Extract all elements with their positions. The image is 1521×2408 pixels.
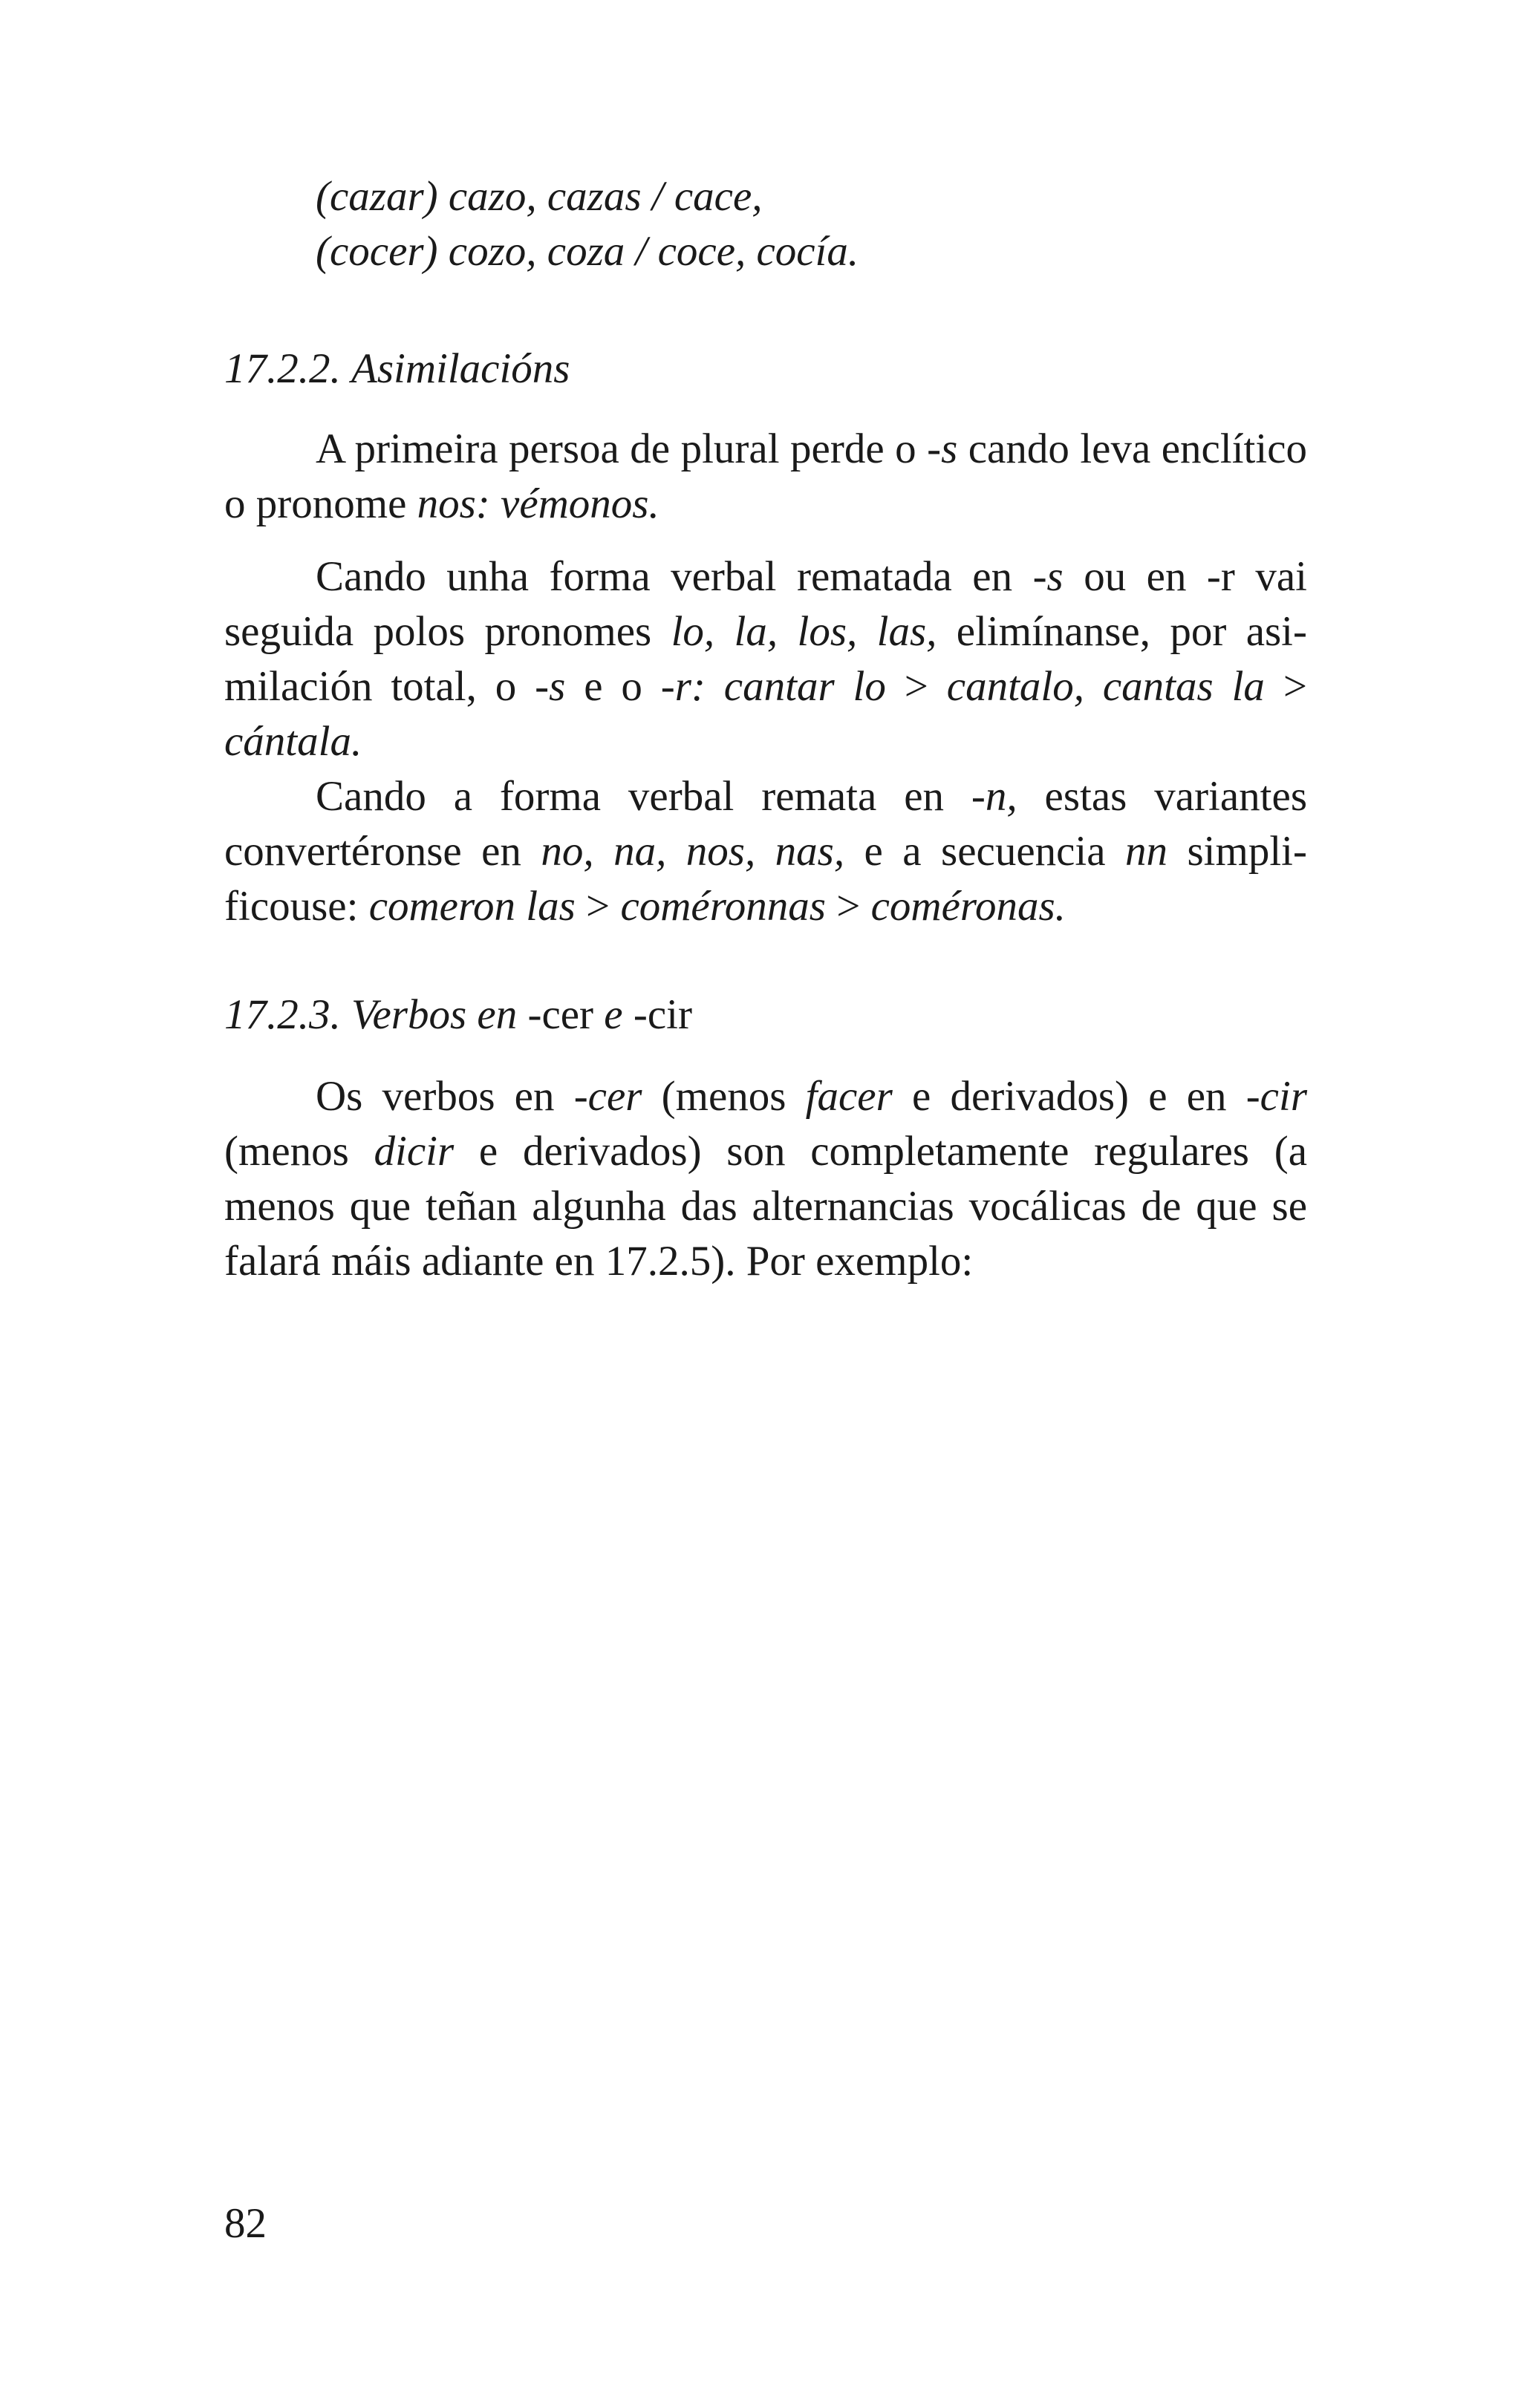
italic-run: comeron las [368,883,576,930]
italic-run: coméronnas [620,883,826,930]
section-number: 17.2.2. [224,345,341,392]
text-run: cando leva enclítico o pronome [224,425,1308,527]
paragraph-assimilation-n [224,769,1307,934]
text-run: > [1264,663,1307,710]
italic-run: -n, [971,773,1017,820]
italic-run: nn [1125,828,1168,875]
italic-run: -s [927,425,958,472]
italic-run: dicir [374,1128,455,1175]
italic-run: -s [1032,553,1064,600]
text-run: A primeira persoa de plural perde o [316,425,928,472]
text-run: > [575,883,621,930]
italic-run: coméronas. [870,883,1066,930]
section-title-suffix: -cir [633,991,692,1038]
text-run: simpli-ficouse: [224,828,1307,930]
text-run: elimínanse, por asi-milación total, o [224,608,1307,710]
example-line: (cocer) cozo, coza / coce, cocía. [316,228,859,275]
text-run: e o [565,663,661,710]
example-line: (cazar) cazo, cazas / cace, [316,173,763,220]
italic-run: facer [805,1073,893,1120]
text-run: > [885,663,947,710]
text-run: (menos [642,1073,806,1120]
section-heading-verbos-cer-cir [224,988,692,1043]
italic-run: no, na, nos, nas, [541,828,845,875]
section-title-suffix: -cer [527,991,594,1038]
page-number: 82 [224,2200,267,2247]
paragraph-plural-first-person [224,422,1307,532]
section-title-conjunction: e [604,991,623,1038]
italic-run: -r: cantar lo [660,663,886,710]
conjugation-examples [316,169,859,279]
section-heading-asimilacions [224,342,570,397]
italic-run: lo, la, los, las, [671,608,937,655]
section-number: 17.2.3. [224,991,341,1038]
text-run: e derivados) e en [892,1073,1246,1120]
italic-run: cántala. [224,718,362,765]
section-title: Asimilacións [351,345,570,392]
text-run: Cando unha forma verbal rematada en [316,553,1033,600]
italic-run: nos: vémonos. [417,480,659,527]
paragraph-assimilation-s-r [224,549,1307,769]
italic-run: -s [535,663,566,710]
italic-run: -cer [573,1073,642,1120]
text-run: Cando a forma verbal remata en [316,773,971,820]
text-run: e a secuencia [844,828,1126,875]
text-run: (menos [224,1128,374,1175]
text-run: e derivados) son completamente regulares (a menos que teñan algunha das alternancias vocálicas de que se falará máis adiante en 17.2.5). Por exemplo: [224,1128,1307,1285]
paragraph-verbs-cer-cir [224,1069,1307,1289]
text-run: estas variantes convertéronse en [224,773,1307,875]
italic-run: cantalo, cantas la [946,663,1265,710]
text-run: Os verbos en [316,1073,574,1120]
text-run: > [825,883,871,930]
italic-run: -cir [1245,1073,1308,1120]
text-run: ou en -r vai seguida polos pronomes [224,553,1307,655]
section-title: Verbos en [351,991,518,1038]
